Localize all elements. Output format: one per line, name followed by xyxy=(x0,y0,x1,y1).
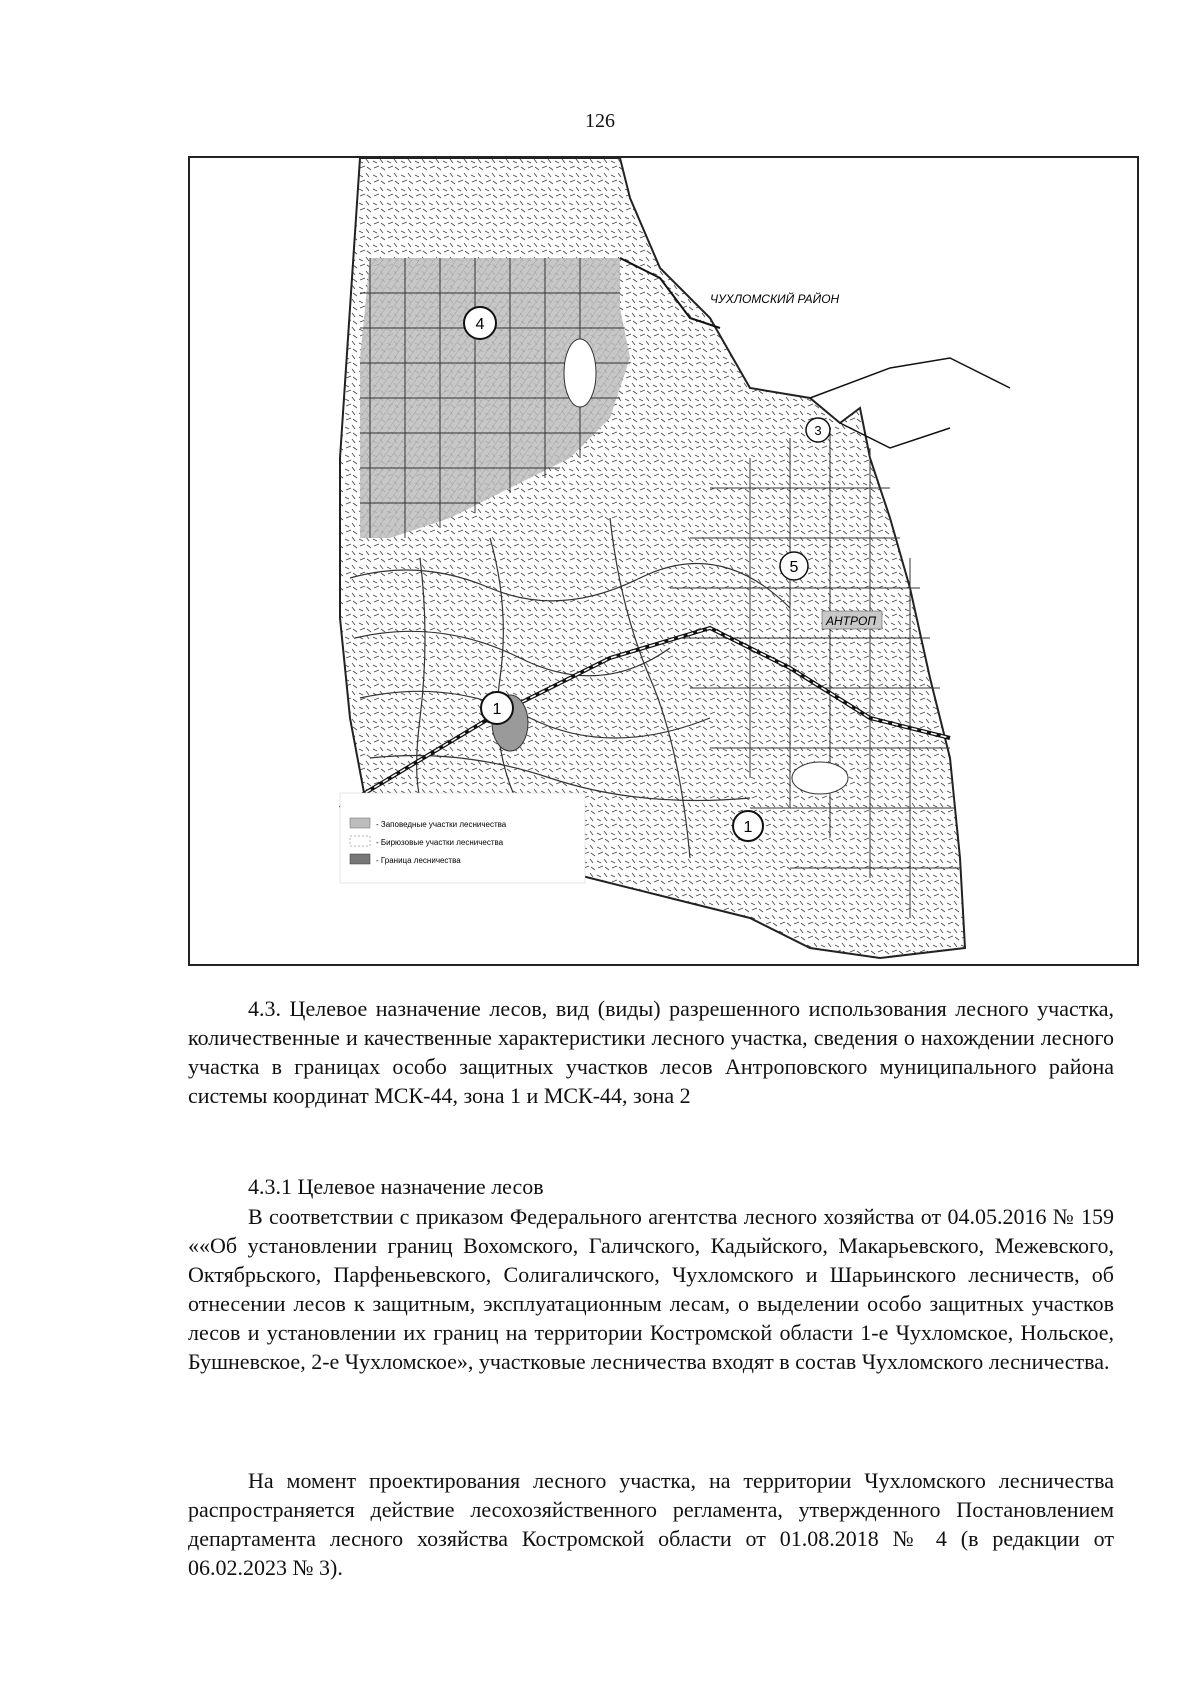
forest-map xyxy=(188,156,1139,966)
section-heading: 4.3. Целевое назначение лесов, вид (виды) разрешенного использования лесного участка, количественные и качественные характеристики лесного участка, сведения о нахождении лесного участка в границах особо защитных участков лесов Антроповского муниципального района системы координат МСК-44, зона 1 и МСК-44, зона 2 xyxy=(188,996,1114,1108)
zone-label: 5 xyxy=(789,559,799,576)
legend-label: - Граница лесничества xyxy=(376,856,461,865)
zone-label: 4 xyxy=(475,316,485,333)
subsection-heading: 4.3.1 Целевое назначение лесов xyxy=(248,1174,544,1199)
zone-label: 1 xyxy=(743,819,753,836)
paragraph: На момент проектирования лесного участка, на территории Чухломского лесничества распространяется действие лесохозяйственного регламента, утвержденного Постановлением департамента лесного хозяйства Костромской области от 01.08.2018 № 4 (в редакции от 06.02.2023 № 3). xyxy=(188,1468,1114,1580)
zone-label: 1 xyxy=(492,701,502,718)
legend-label: - Бирюзовые участки лесничества xyxy=(376,838,504,847)
map-legend xyxy=(340,793,585,883)
zone-marker xyxy=(806,418,830,442)
legend-label: - Заповедные участки лесничества xyxy=(376,820,507,829)
page-number: 126 xyxy=(585,110,615,132)
zone-label: 3 xyxy=(814,423,822,438)
zone-marker xyxy=(464,307,496,339)
region-label: АНТРОП xyxy=(826,614,877,628)
paragraph: В соответствии с приказом Федерального агентства лесного хозяйства от 04.05.2016 № 159 ««Об установлении границ Вохомского, Галичского, Кадыйского, Макарьевского, Межевского, Октябрьского, Парфеньевского, Солигаличского, Чухломского и Шарьинского лесничеств, об отнесении лесов к защитным, эксплуатационным лесам, о выделении особо защитных участков лесов и установлении их границ на территории Костромской области 1-е Чухломское, Нольское, Бушневское, 2-е Чухломское», участковые лесничества входят в состав Чухломского лесничества. xyxy=(188,1204,1114,1374)
zone-marker xyxy=(733,811,763,841)
zone-marker xyxy=(780,552,808,580)
legend-item xyxy=(350,854,461,865)
zone-marker xyxy=(481,692,513,724)
district-label: ЧУХЛОМСКИЙ РАЙОН xyxy=(710,292,840,306)
